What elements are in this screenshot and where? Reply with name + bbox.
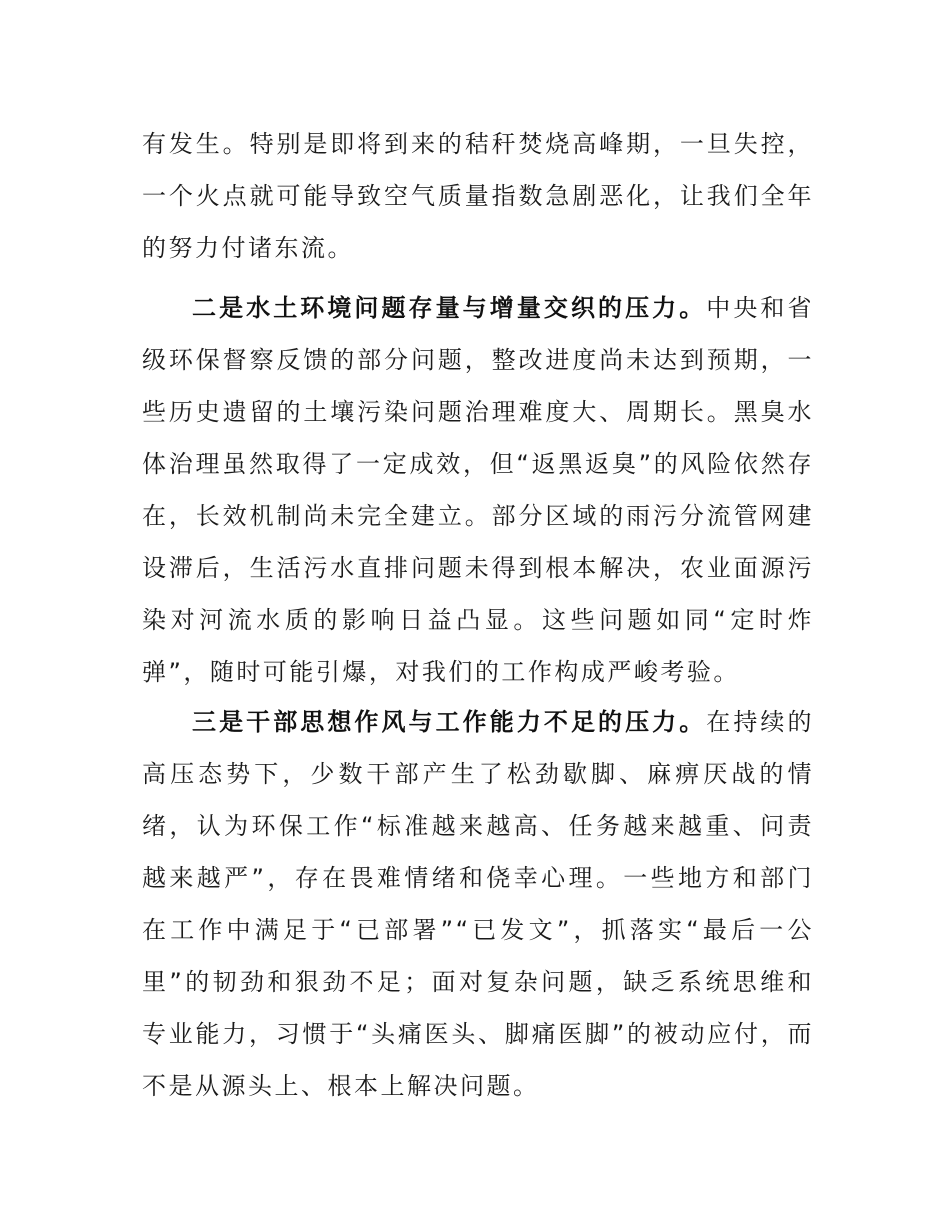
paragraph-soil-water-pressure (142, 282, 814, 698)
paragraph-body: 中央和省级环保督察反馈的部分问题，整改进度尚未达到预期，一些历史遗留的土壤污染问题治理难度大、周期长。黑臭水体治理虽然取得了一定成效，但“返黑返臭”的风险依然存在，长效机制尚未完全建立。部分区域的雨污分流管网建设滞后，生活污水直排问题未得到根本解决，农业面源污染对河流水质的影响日益凸显。这些问题如同“定时炸弹”，随时可能引爆，对我们的工作构成严峻考验。 (142, 294, 815, 686)
paragraph-heading: 三是干部思想作风与工作能力不足的压力。 (192, 708, 707, 736)
paragraph-heading: 二是水土环境问题存量与增量交织的压力。 (192, 294, 707, 322)
paragraph-cadre-style-pressure (142, 696, 814, 1112)
paragraph-body: 有发生。特别是即将到来的秸秆焚烧高峰期，一旦失控，一个火点就可能导致空气质量指数急剧恶化，让我们全年的努力付诸东流。 (142, 130, 814, 262)
paragraph-body: 在持续的高压态势下，少数干部产生了松劲歇脚、麻痹厌战的情绪，认为环保工作“标准越来越高、任务越来越重、问责越来越严”，存在畏难情绪和侥幸心理。一些地方和部门在工作中满足于“已部署”“已发文”，抓落实“最后一公里”的韧劲和狠劲不足；面对复杂问题，缺乏系统思维和专业能力，习惯于“头痛医头、脚痛医脚”的被动应付，而不是从源头上、根本上解决问题。 (142, 708, 815, 1100)
paragraph-continuation (142, 118, 814, 274)
